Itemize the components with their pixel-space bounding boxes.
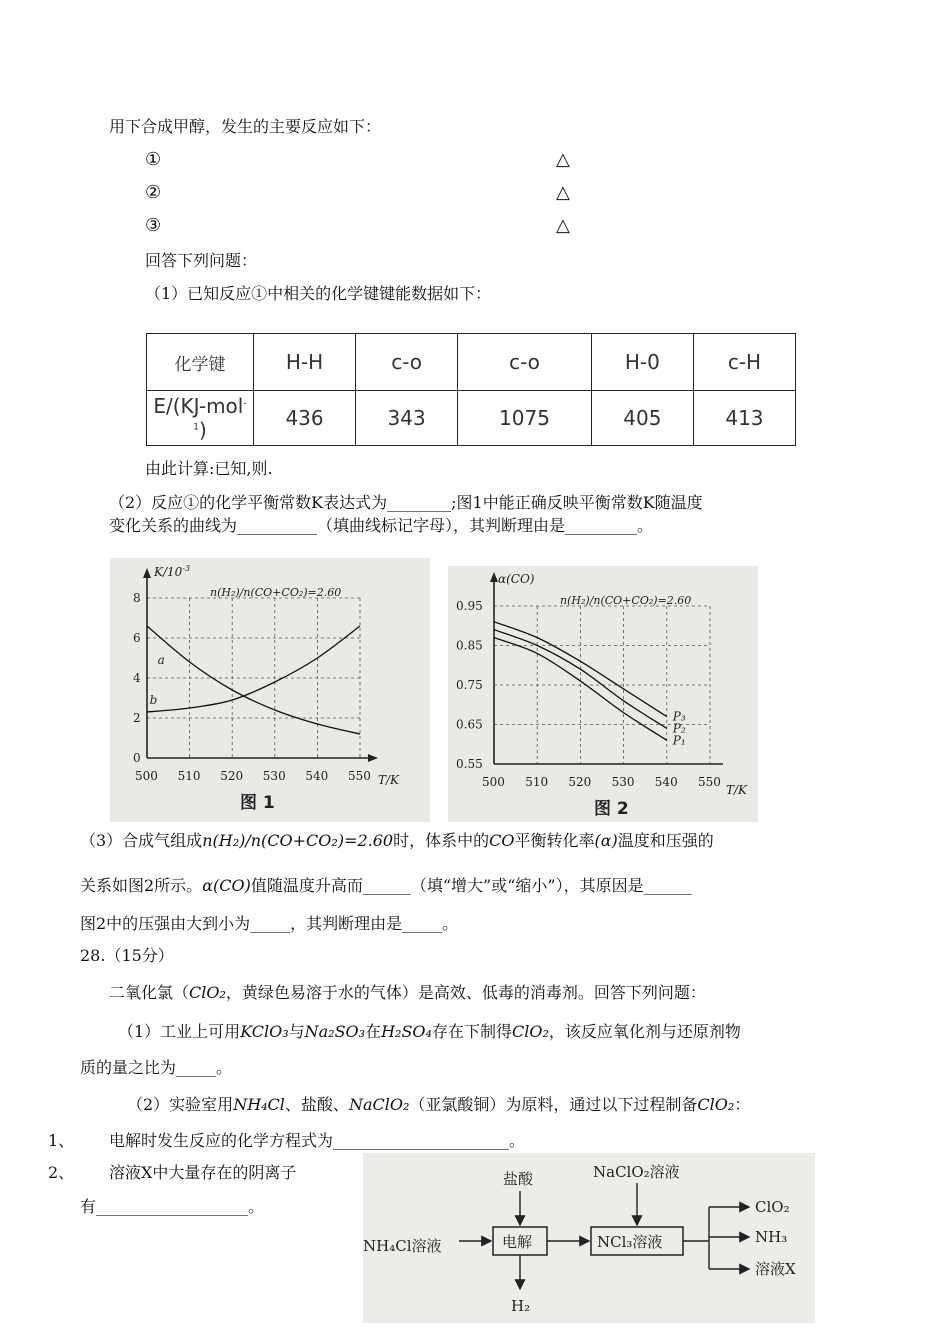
y-tick-label: 0.65 bbox=[456, 717, 483, 732]
reaction-3-number: ③ bbox=[145, 215, 162, 236]
bond-header-label: 化学键 bbox=[147, 334, 254, 391]
x-tick-label: 520 bbox=[568, 775, 592, 789]
bond-energy-cell: 1075 bbox=[458, 391, 592, 446]
flow-h2-label: H₂ bbox=[511, 1297, 531, 1315]
sub-question-2-line-2: 有___________________。 bbox=[80, 1197, 265, 1216]
flow-output-solution-x: 溶液X bbox=[755, 1260, 796, 1278]
calc-line: 由此计算:已知,则. bbox=[145, 459, 273, 478]
figure-2-chart bbox=[448, 566, 758, 822]
x-tick-label: 520 bbox=[220, 769, 244, 783]
y-tick-label: 0.55 bbox=[456, 757, 483, 771]
y-tick-label: 0 bbox=[133, 751, 141, 765]
x-tick-label: 500 bbox=[135, 769, 158, 783]
series-label: P₃ bbox=[672, 709, 686, 724]
question-3-line-1: （3）合成气组成n(H₂)/n(CO+CO₂)=2.60时，体系中的CO平衡转化率(α)温度和压强的 bbox=[80, 831, 714, 850]
x-tick-label: 540 bbox=[654, 775, 678, 789]
bond-name-row bbox=[147, 334, 796, 391]
bond-name-cell: H-0 bbox=[591, 334, 693, 391]
question-1: （1）已知反应①中相关的化学键键能数据如下： bbox=[145, 284, 492, 303]
intro-text: 用下合成甲醇，发生的主要反应如下： bbox=[109, 117, 382, 136]
flow-electrolysis-label: 电解 bbox=[502, 1233, 533, 1251]
y-tick-label: 4 bbox=[133, 671, 141, 685]
bond-name-cell: H-H bbox=[254, 334, 356, 391]
bond-energy-row bbox=[147, 391, 796, 446]
sub-question-2-number: 2、 bbox=[48, 1163, 75, 1182]
energy-header-label: E/(KJ-mol$^{-1}$) bbox=[147, 391, 254, 446]
sub-question-2-text: 溶液X中大量存在的阴离子 bbox=[109, 1163, 297, 1182]
x-tick-label: 510 bbox=[177, 769, 201, 783]
figure-2 bbox=[448, 566, 758, 822]
bond-name-cell: c-o bbox=[458, 334, 592, 391]
reaction-2-number: ② bbox=[145, 182, 162, 203]
fig2-condition: n(H₂)/n(CO+CO₂)=2.60 bbox=[560, 594, 692, 607]
flow-hcl-label: 盐酸 bbox=[503, 1170, 534, 1188]
reaction-2-heat-mark: △ bbox=[556, 182, 570, 203]
x-tick-label: 550 bbox=[348, 769, 371, 783]
fig1-x-arrow bbox=[368, 754, 378, 762]
question-2-line-1: （2）反应①的化学平衡常数K表达式为________;图1中能正确反映平衡常数K随温度 bbox=[109, 493, 703, 512]
question-28-1-line-1: （1）工业上可用KClO₃与Na₂SO₃在H₂SO₄存在下制得ClO₂，该反应氧化剂与还原剂物 bbox=[118, 1022, 741, 1041]
question-28-1-line-2: 质的量之比为_____。 bbox=[80, 1058, 233, 1077]
fig1-ylabel: $K/10^{-3}$ bbox=[154, 564, 191, 579]
flow-svg bbox=[363, 1153, 815, 1323]
series-curve-2 bbox=[147, 626, 360, 712]
fig2-y-arrow bbox=[490, 572, 498, 582]
bond-energy-cell: 413 bbox=[693, 391, 795, 446]
fig2-ylabel: α(CO) bbox=[498, 572, 535, 586]
x-tick-label: 550 bbox=[698, 775, 721, 789]
series-label: P₂ bbox=[672, 721, 686, 736]
bond-energy-cell: 436 bbox=[254, 391, 356, 446]
y-tick-label: 2 bbox=[133, 711, 141, 725]
question-3-line-3: 图2中的压强由大到小为_____，其判断理由是_____。 bbox=[80, 914, 459, 933]
flow-ncl3-label: NCl₃溶液 bbox=[597, 1233, 663, 1251]
sub-question-1-number: 1、 bbox=[48, 1131, 75, 1150]
y-tick-label: 0.95 bbox=[456, 599, 483, 613]
bond-energy-cell: 343 bbox=[356, 391, 458, 446]
series-label: P₁ bbox=[672, 733, 686, 748]
fig1-y-arrow bbox=[143, 568, 151, 578]
fig1-xlabel: T/K bbox=[378, 773, 400, 787]
y-tick-label: 8 bbox=[133, 591, 141, 605]
flow-naclo2-label: NaClO₂溶液 bbox=[593, 1163, 680, 1181]
x-tick-label: 500 bbox=[482, 775, 505, 789]
fig1-caption: 图 1 bbox=[240, 793, 275, 813]
series-label: a bbox=[157, 653, 165, 667]
bond-energy-table bbox=[146, 333, 796, 446]
series-label: b bbox=[149, 693, 158, 707]
flow-output-nh3: NH₃ bbox=[755, 1228, 788, 1246]
sub-question-1-text: 电解时发生反应的化学方程式为______________________。 bbox=[109, 1131, 526, 1150]
fig1-condition: n(H₂)/n(CO+CO₂)=2.60 bbox=[210, 586, 342, 599]
question-28-2: （2）实验室用NH₄Cl、盐酸、NaClO₂（亚氯酸铜）为原料，通过以下过程制备ClO₂： bbox=[127, 1095, 751, 1114]
answer-prompt: 回答下列问题： bbox=[145, 251, 258, 270]
process-flow-diagram bbox=[363, 1153, 815, 1323]
bond-name-cell: c-H bbox=[693, 334, 795, 391]
fig2-xlabel: T/K bbox=[726, 783, 748, 797]
figure-1 bbox=[110, 558, 430, 822]
x-tick-label: 530 bbox=[262, 769, 286, 783]
question-2-line-2: 变化关系的曲线为__________（填曲线标记字母），其判断理由是_________。 bbox=[109, 516, 654, 535]
question-3-line-2: 关系如图2所示。α(CO)值随温度升高而______（填“增大”或“缩小”），其原因是______ bbox=[80, 876, 692, 895]
question-28-title: 28.（15分） bbox=[80, 946, 174, 965]
bond-energy-cell: 405 bbox=[591, 391, 693, 446]
x-tick-label: 530 bbox=[611, 775, 635, 789]
reaction-1-number: ① bbox=[145, 149, 162, 170]
question-28-intro: 二氧化氯（ClO₂，黄绿色易溶于水的气体）是高效、低毒的消毒剂。回答下列问题： bbox=[109, 983, 706, 1002]
flow-nh4cl-label: NH₄Cl溶液 bbox=[363, 1237, 442, 1255]
fig2-caption: 图 2 bbox=[594, 799, 629, 819]
x-tick-label: 510 bbox=[525, 775, 549, 789]
flow-output-clo2: ClO₂ bbox=[755, 1198, 790, 1216]
reaction-3-heat-mark: △ bbox=[556, 215, 570, 236]
y-tick-label: 0.85 bbox=[456, 638, 483, 653]
bond-name-cell: c-o bbox=[356, 334, 458, 391]
y-tick-label: 6 bbox=[133, 631, 141, 645]
reaction-1-heat-mark: △ bbox=[556, 149, 570, 170]
x-tick-label: 540 bbox=[305, 769, 329, 783]
figure-1-chart bbox=[110, 558, 430, 822]
y-tick-label: 0.75 bbox=[456, 678, 483, 692]
